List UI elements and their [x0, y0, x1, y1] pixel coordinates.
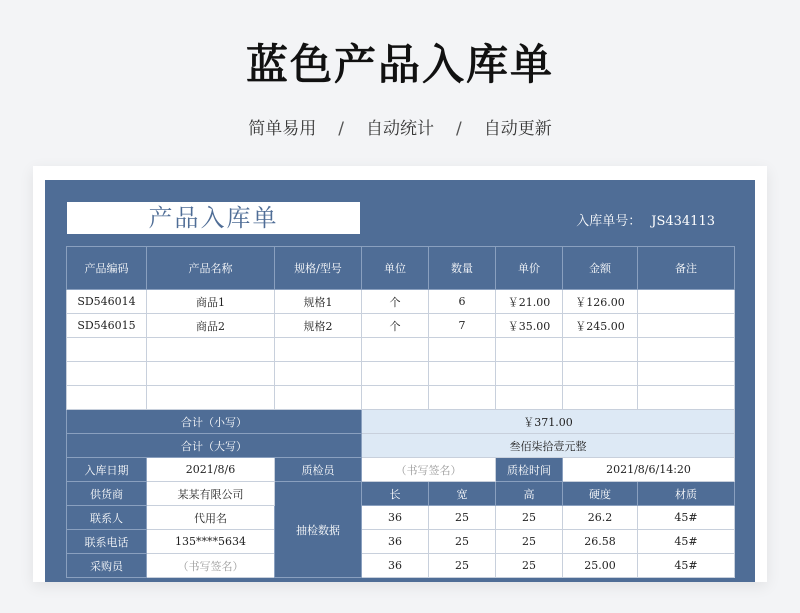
cell[interactable] — [638, 362, 735, 386]
contact-label: 联系人 — [67, 506, 147, 530]
sampling-cell[interactable]: 25 — [429, 530, 496, 554]
header-spec: 规格/型号 — [275, 247, 362, 290]
cell[interactable]: ￥21.00 — [496, 290, 563, 314]
sampling-cell[interactable]: 45# — [638, 530, 735, 554]
sampling-cell[interactable]: 25 — [496, 506, 563, 530]
cell[interactable] — [67, 338, 147, 362]
sampling-cell[interactable]: 36 — [362, 530, 429, 554]
cell[interactable] — [275, 362, 362, 386]
preview-card — [33, 166, 767, 582]
cell[interactable]: SD546015 — [67, 314, 147, 338]
header-unit: 单位 — [362, 247, 429, 290]
total-lower-label: 合计（小写） — [67, 410, 362, 434]
cell[interactable] — [362, 338, 429, 362]
supplier-value[interactable]: 某某有限公司 — [147, 482, 275, 506]
date-value[interactable]: 2021/8/6 — [147, 458, 275, 482]
cell[interactable]: ￥245.00 — [563, 314, 638, 338]
cell[interactable] — [147, 386, 275, 410]
cell[interactable]: 6 — [429, 290, 496, 314]
cell[interactable] — [67, 386, 147, 410]
table-row — [67, 338, 735, 362]
buyer-label: 采购员 — [67, 554, 147, 578]
sampling-header-width: 宽 — [429, 482, 496, 506]
sampling-cell[interactable]: 45# — [638, 554, 735, 578]
receipt-table — [66, 246, 735, 578]
cell[interactable] — [638, 338, 735, 362]
sampling-cell[interactable]: 25.00 — [563, 554, 638, 578]
cell[interactable] — [275, 386, 362, 410]
cell[interactable] — [362, 386, 429, 410]
cell[interactable] — [67, 362, 147, 386]
table-row — [67, 386, 735, 410]
cell[interactable]: ￥126.00 — [563, 290, 638, 314]
phone-value[interactable]: 135****5634 — [147, 530, 275, 554]
sampling-cell[interactable]: 25 — [429, 506, 496, 530]
cell[interactable] — [362, 362, 429, 386]
cell[interactable]: 规格1 — [275, 290, 362, 314]
cell[interactable]: ￥35.00 — [496, 314, 563, 338]
info-row-buyer — [67, 554, 735, 578]
cell[interactable] — [563, 362, 638, 386]
order-number — [576, 210, 715, 229]
sampling-cell[interactable]: 25 — [429, 554, 496, 578]
info-row-contact — [67, 506, 735, 530]
phone-label: 联系电话 — [67, 530, 147, 554]
hero-features — [0, 114, 800, 139]
sampling-cell[interactable]: 45# — [638, 506, 735, 530]
sampling-label: 抽检数据 — [275, 482, 362, 578]
sampling-header-length: 长 — [362, 482, 429, 506]
inspect-time-label: 质检时间 — [496, 458, 563, 482]
total-upper-row — [67, 434, 735, 458]
cell[interactable] — [638, 314, 735, 338]
inspector-label: 质检员 — [275, 458, 362, 482]
buyer-signature[interactable]: （书写签名） — [147, 554, 275, 578]
sampling-cell[interactable]: 25 — [496, 530, 563, 554]
cell[interactable] — [563, 386, 638, 410]
sampling-cell[interactable]: 26.2 — [563, 506, 638, 530]
separator: / — [456, 119, 462, 139]
order-number-value: JS434113 — [651, 214, 715, 229]
order-number-label: 入库单号： — [576, 214, 642, 229]
sampling-cell[interactable]: 36 — [362, 506, 429, 530]
total-upper-label: 合计（大写） — [67, 434, 362, 458]
feature-auto-update: 自动更新 — [483, 119, 552, 139]
table-row — [67, 362, 735, 386]
inspector-signature[interactable]: （书写签名） — [362, 458, 496, 482]
sheet-title: 产品入库单 — [67, 202, 360, 234]
info-row-phone — [67, 530, 735, 554]
cell[interactable] — [496, 338, 563, 362]
date-label: 入库日期 — [67, 458, 147, 482]
table-header-row — [67, 247, 735, 290]
sampling-header-hardness: 硬度 — [563, 482, 638, 506]
total-lower-value[interactable]: ￥371.00 — [362, 410, 735, 434]
separator: / — [338, 119, 344, 139]
table-row — [67, 314, 735, 338]
cell[interactable]: SD546014 — [67, 290, 147, 314]
total-upper-value[interactable]: 叁佰柒拾壹元整 — [362, 434, 735, 458]
cell[interactable] — [638, 386, 735, 410]
cell[interactable] — [429, 362, 496, 386]
receipt-sheet — [45, 180, 755, 582]
info-row-supplier — [67, 482, 735, 506]
cell[interactable] — [147, 362, 275, 386]
cell[interactable]: 个 — [362, 314, 429, 338]
header-amount: 金额 — [563, 247, 638, 290]
cell[interactable] — [563, 338, 638, 362]
total-lower-row — [67, 410, 735, 434]
cell[interactable] — [147, 338, 275, 362]
sampling-cell[interactable]: 36 — [362, 554, 429, 578]
header-remark: 备注 — [638, 247, 735, 290]
cell[interactable]: 个 — [362, 290, 429, 314]
cell[interactable] — [496, 386, 563, 410]
sampling-cell[interactable]: 25 — [496, 554, 563, 578]
supplier-label: 供货商 — [67, 482, 147, 506]
sampling-header-height: 高 — [496, 482, 563, 506]
table-row — [67, 290, 735, 314]
hero-title: 蓝色产品入库单 — [245, 40, 554, 89]
inspect-time-value[interactable]: 2021/8/6/14:20 — [563, 458, 735, 482]
cell[interactable] — [638, 290, 735, 314]
header-unit-price: 单价 — [496, 247, 563, 290]
info-row-date — [67, 458, 735, 482]
sampling-header-material: 材质 — [638, 482, 735, 506]
cell[interactable] — [496, 362, 563, 386]
cell[interactable] — [429, 338, 496, 362]
header-product-code: 产品编码 — [67, 247, 147, 290]
cell[interactable]: 商品2 — [147, 314, 275, 338]
contact-value[interactable]: 代用名 — [147, 506, 275, 530]
cell[interactable]: 规格2 — [275, 314, 362, 338]
cell[interactable]: 商品1 — [147, 290, 275, 314]
header-quantity: 数量 — [429, 247, 496, 290]
feature-auto-stats: 自动统计 — [366, 119, 434, 139]
header-product-name: 产品名称 — [147, 247, 275, 290]
sampling-cell[interactable]: 26.58 — [563, 530, 638, 554]
feature-easy: 简单易用 — [248, 119, 317, 139]
cell[interactable] — [275, 338, 362, 362]
cell[interactable]: 7 — [429, 314, 496, 338]
cell[interactable] — [429, 386, 496, 410]
